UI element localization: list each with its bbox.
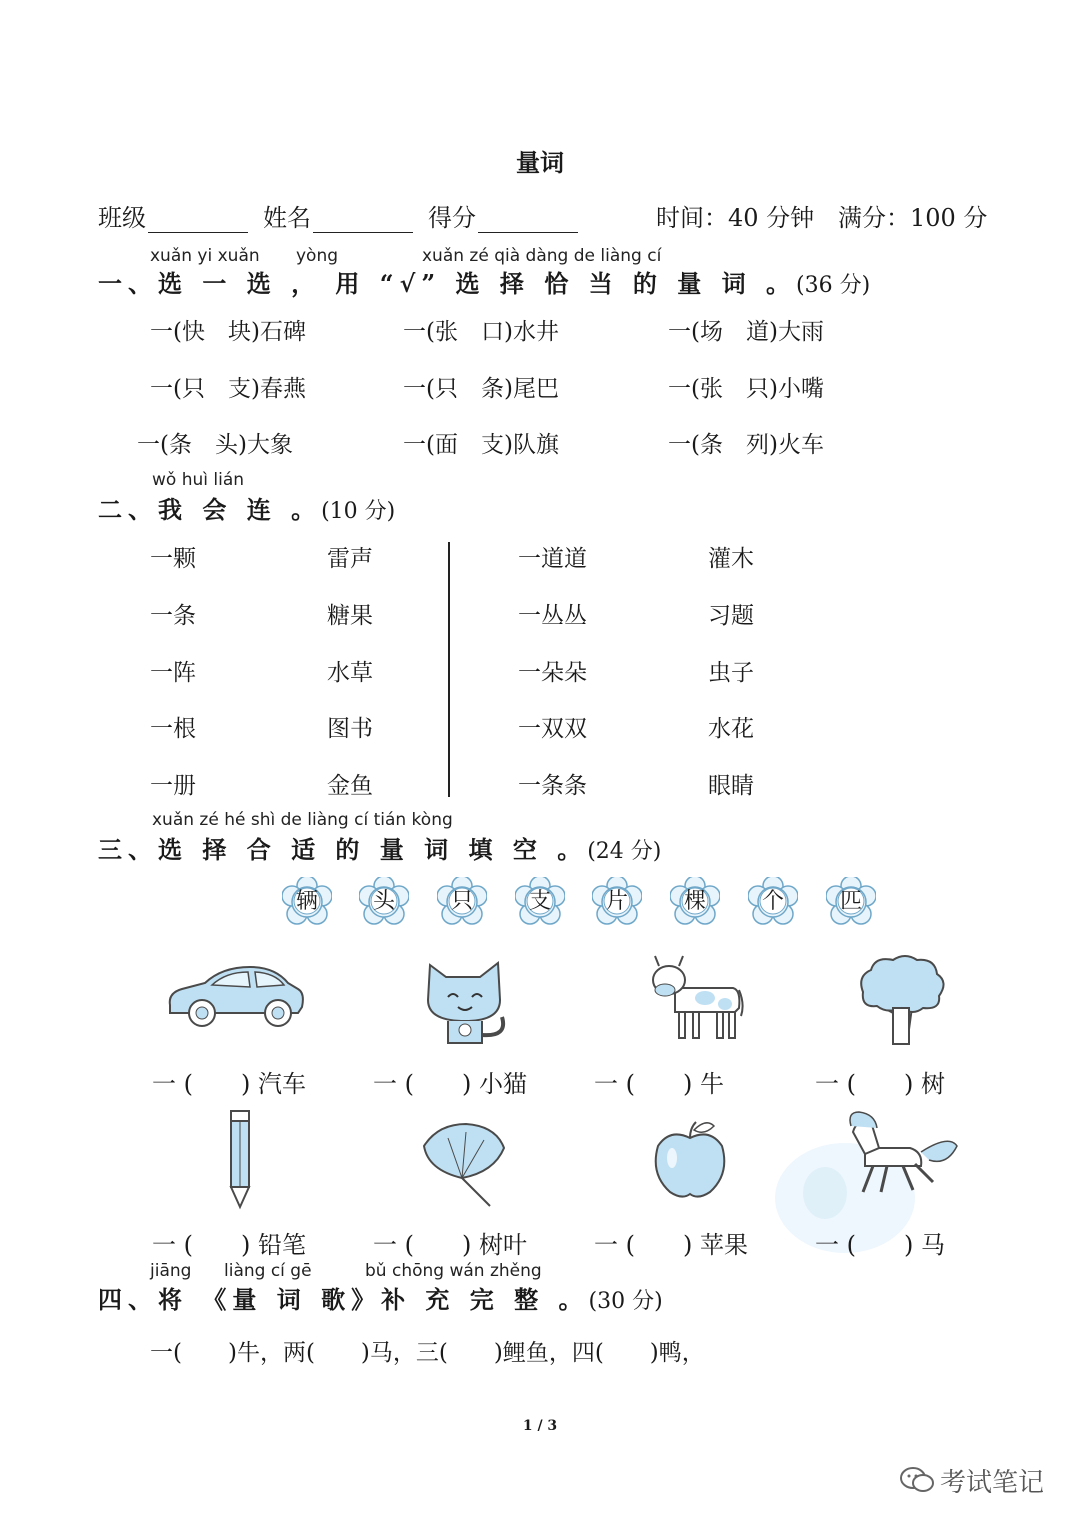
fill-blank-item[interactable]: 一 ( ) 树叶 [373, 1231, 527, 1259]
cat-icon [418, 955, 513, 1050]
word-bank-tile[interactable] [515, 877, 565, 927]
match-left-word[interactable]: 一册 [150, 773, 196, 799]
name-field[interactable] [263, 198, 413, 233]
s3-title: 三、选 择 合 适 的 量 词 填 空 。 [98, 835, 588, 864]
leaf-icon [418, 1118, 508, 1208]
s1-item[interactable]: 一(张 口)水井 [403, 319, 559, 345]
match-right-word[interactable]: 水花 [708, 716, 754, 742]
word-bank-word: 头 [372, 889, 395, 914]
s2-title: 二、我 会 连 。 [98, 495, 322, 524]
full-score-text: 满分：100 分 [838, 204, 988, 232]
match-left-word[interactable]: 一阵 [150, 660, 196, 686]
s3-pinyin: xuǎn zé hé shì de liàng cí tián kòng [152, 810, 453, 830]
fill-blank-item[interactable]: 一 ( ) 马 [815, 1231, 945, 1259]
word-bank-word: 辆 [295, 889, 318, 914]
word-bank-tile[interactable] [359, 877, 409, 927]
match-right-word[interactable]: 习题 [708, 603, 754, 629]
s1-item[interactable]: 一(只 支)春燕 [150, 376, 306, 402]
word-bank-tile[interactable] [826, 877, 876, 927]
s4-title: 四、将 《量 词 歌》补 充 完 整 。 [98, 1285, 589, 1314]
s1-heading [98, 264, 870, 299]
match-right-word[interactable]: 水草 [327, 660, 373, 686]
time-text: 时间：40 分钟 [656, 204, 815, 232]
fill-blank-item[interactable]: 一 ( ) 汽车 [152, 1070, 306, 1098]
page-number: 1 / 3 [522, 1418, 558, 1434]
s1-pinyin-3: xuǎn zé qià dàng de liàng cí [422, 246, 662, 266]
page-title: 量词 [516, 148, 564, 177]
match-right-word[interactable]: 糖果 [327, 603, 373, 629]
s3-points: (24 分) [587, 839, 662, 864]
fill-blank-item[interactable]: 一 ( ) 苹果 [594, 1231, 748, 1259]
s4-pinyin-1: jiāng [150, 1261, 192, 1281]
fill-blank-item[interactable]: 一 ( ) 小猫 [373, 1070, 527, 1098]
score-label: 得分 [428, 204, 476, 232]
match-right-word[interactable]: 图书 [327, 716, 373, 742]
tree-icon [853, 952, 948, 1050]
word-bank-word: 支 [528, 889, 551, 914]
s4-fill-line[interactable]: 一( )牛，两( )马，三( )鲤鱼，四( )鸭， [150, 1340, 705, 1366]
match-left-word[interactable]: 一朵朵 [518, 660, 587, 686]
s1-item[interactable]: 一(只 条)尾巴 [403, 376, 559, 402]
word-bank-word: 棵 [683, 889, 706, 914]
pencil-icon [225, 1105, 255, 1210]
s2-pinyin: wǒ huì lián [152, 470, 245, 490]
s4-points: (30 分) [588, 1289, 663, 1314]
watermark-text: 考试笔记 [939, 1468, 1044, 1498]
divider-line [448, 542, 450, 797]
match-left-word[interactable]: 一双双 [518, 716, 587, 742]
match-left-word[interactable]: 一道道 [518, 546, 587, 572]
match-left-word[interactable]: 一丛丛 [518, 603, 587, 629]
class-field[interactable] [98, 198, 248, 233]
word-bank-tile[interactable] [670, 877, 720, 927]
name-blank[interactable] [313, 208, 413, 233]
s1-pinyin-1: xuǎn yi xuǎn [150, 246, 260, 266]
s1-item[interactable]: 一(场 道)大雨 [668, 319, 824, 345]
word-bank-tile[interactable] [592, 877, 642, 927]
s1-pinyin-2: yòng [296, 246, 339, 266]
match-left-word[interactable]: 一条条 [518, 773, 587, 799]
car-icon [160, 955, 310, 1035]
s2-points: (10 分) [321, 499, 396, 524]
match-left-word[interactable]: 一颗 [150, 546, 196, 572]
match-right-word[interactable]: 雷声 [327, 546, 373, 572]
s1-item[interactable]: 一(快 块)石碑 [150, 319, 306, 345]
fill-blank-item[interactable]: 一 ( ) 铅笔 [152, 1231, 306, 1259]
apple-icon [650, 1118, 730, 1200]
word-bank-tile[interactable] [282, 877, 332, 927]
s1-item[interactable]: 一(条 列)火车 [668, 432, 824, 458]
s1-points: (36 分) [796, 273, 871, 298]
word-bank-word: 个 [761, 889, 784, 914]
s1-item[interactable]: 一(张 只)小嘴 [668, 376, 824, 402]
match-right-word[interactable]: 灌木 [708, 546, 754, 572]
class-label: 班级 [98, 204, 146, 232]
s3-heading [98, 830, 661, 865]
word-bank-word: 只 [450, 889, 473, 914]
match-right-word[interactable]: 金鱼 [327, 773, 373, 799]
word-bank-word: 匹 [839, 889, 862, 914]
s4-pinyin-2: liàng cí gē [224, 1261, 312, 1281]
watermark [900, 1462, 1044, 1501]
score-field[interactable] [428, 198, 578, 233]
s1-item[interactable]: 一(面 支)队旗 [403, 432, 559, 458]
word-bank-word: 片 [605, 889, 628, 914]
cow-icon [645, 950, 745, 1045]
word-bank-tile[interactable] [437, 877, 487, 927]
fill-blank-item[interactable]: 一 ( ) 牛 [594, 1070, 724, 1098]
match-right-word[interactable]: 虫子 [708, 660, 754, 686]
s1-item[interactable]: 一(条 头)大象 [137, 432, 293, 458]
match-left-word[interactable]: 一根 [150, 716, 196, 742]
s4-pinyin-3: bǔ chōng wán zhěng [365, 1261, 542, 1281]
class-blank[interactable] [148, 208, 248, 233]
name-label: 姓名 [263, 204, 311, 232]
s4-heading [98, 1280, 663, 1315]
match-right-word[interactable]: 眼睛 [708, 773, 754, 799]
word-bank-tile[interactable] [748, 877, 798, 927]
s2-heading [98, 490, 395, 525]
score-blank[interactable] [478, 208, 578, 233]
wechat-icon [900, 1466, 934, 1501]
fill-blank-item[interactable]: 一 ( ) 树 [815, 1070, 945, 1098]
s1-title: 一、选 一 选 ， 用 “√” 选 择 恰 当 的 量 词 。 [98, 269, 797, 298]
match-left-word[interactable]: 一条 [150, 603, 196, 629]
